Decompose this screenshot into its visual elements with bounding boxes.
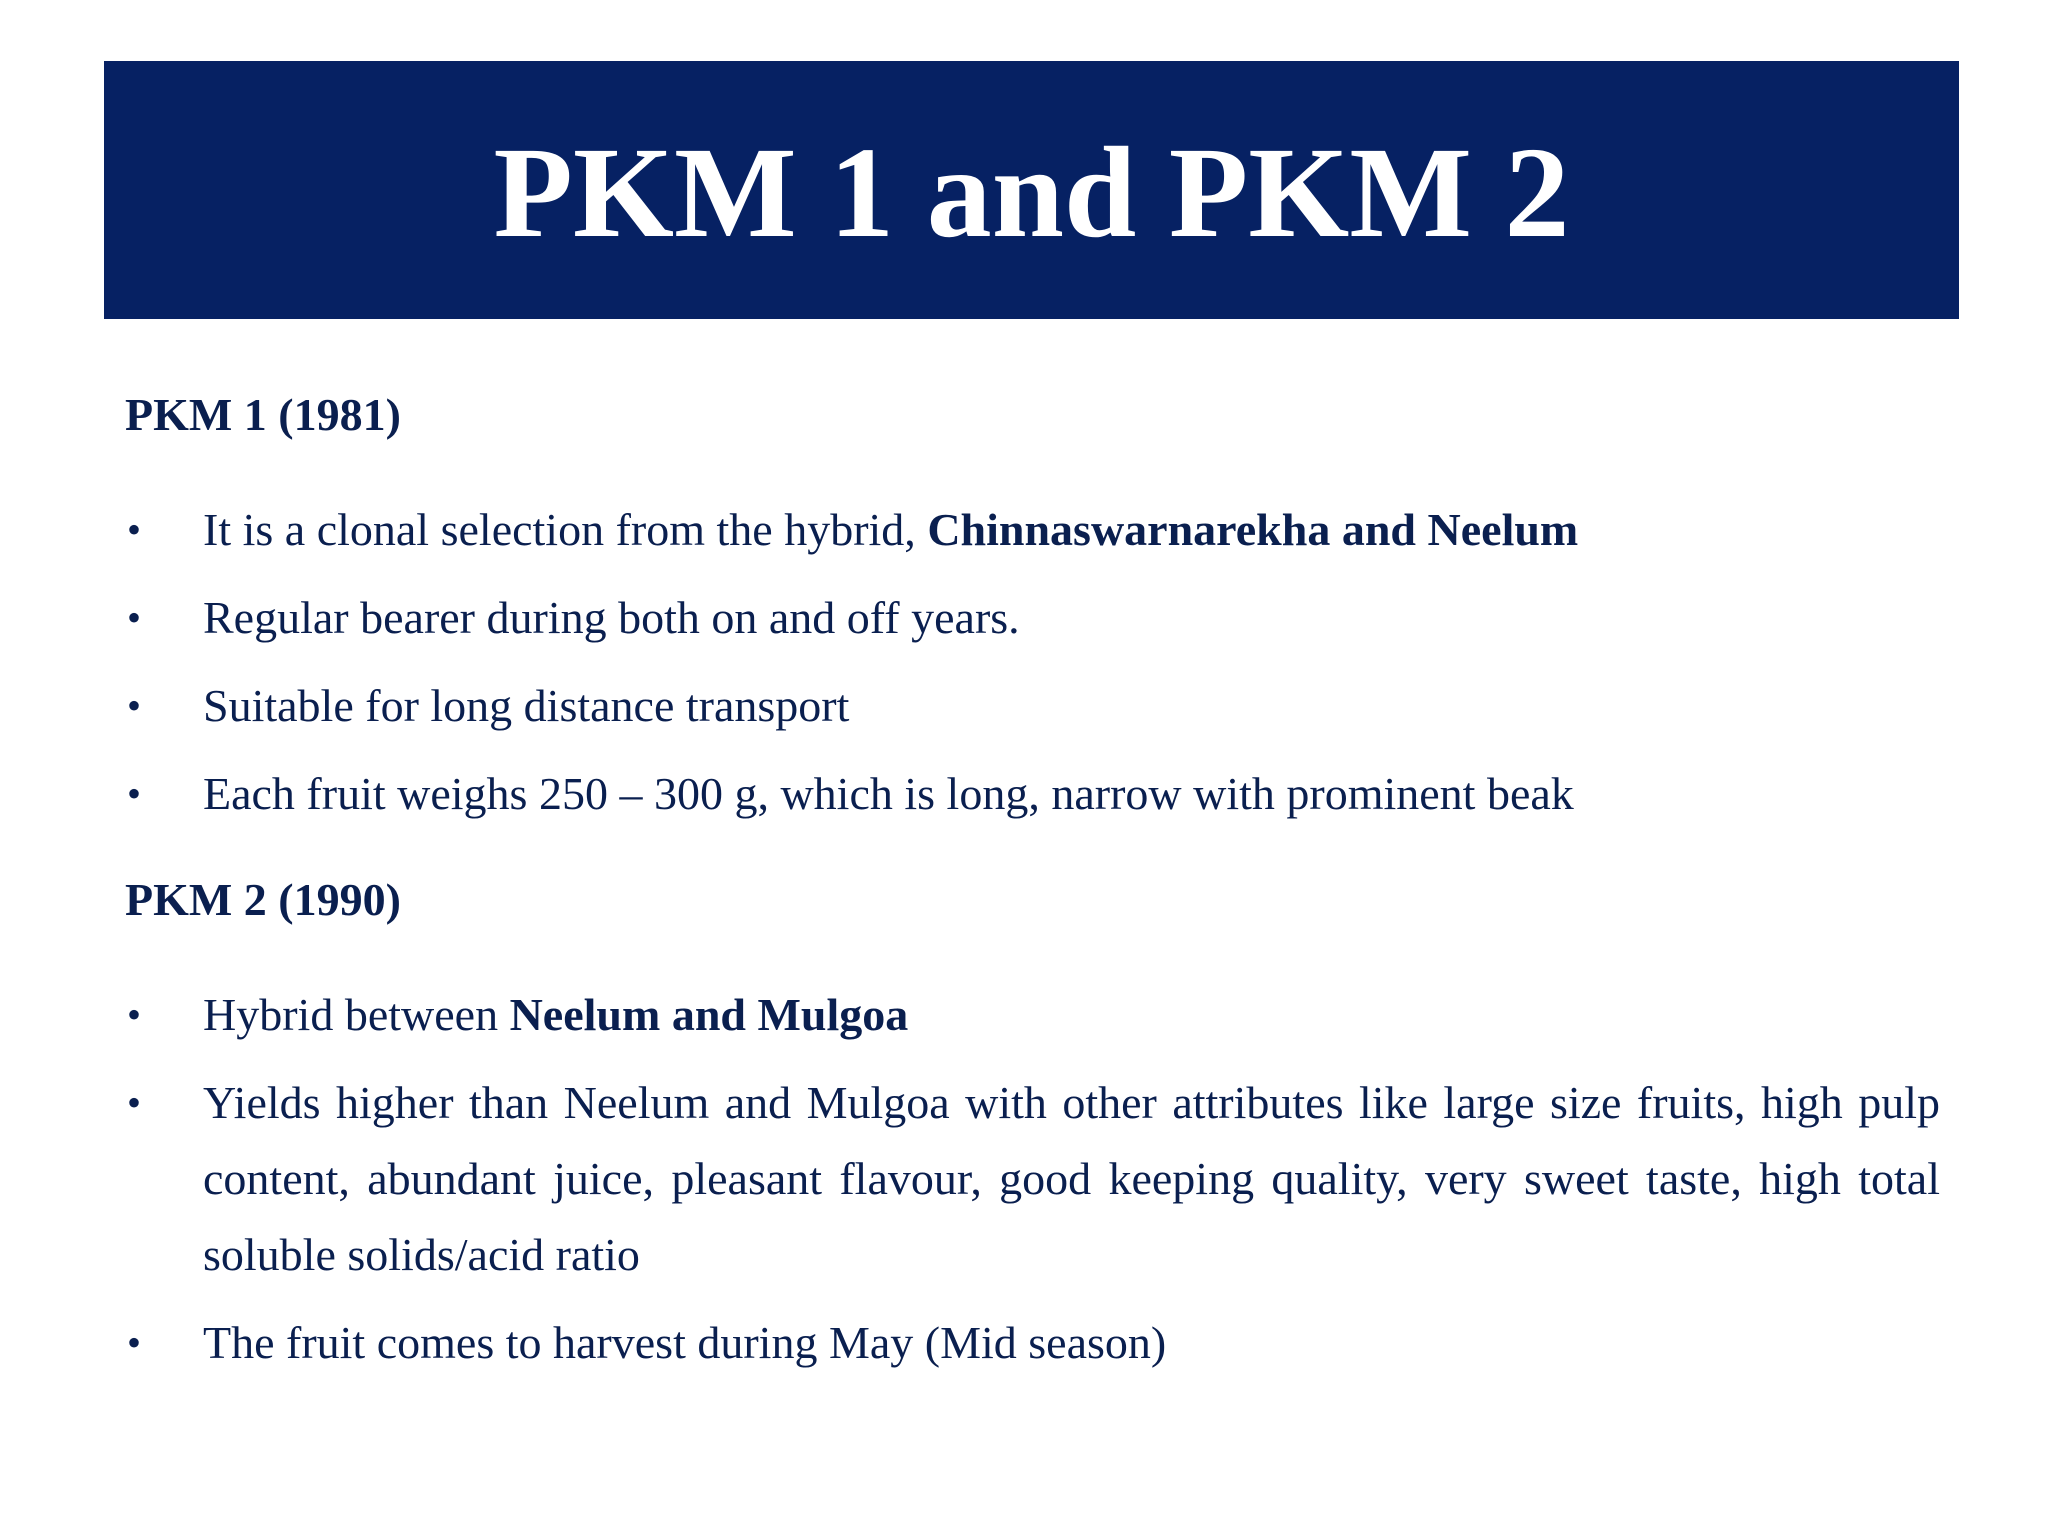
list-item xyxy=(125,977,1940,1053)
list-item xyxy=(125,668,1940,744)
bullet-bold-text: Chinnaswarnarekha and Neelum xyxy=(927,504,1579,556)
list-item xyxy=(125,1065,1940,1293)
bullet-list-pkm2 xyxy=(125,977,1940,1381)
bullet-dot-icon: • xyxy=(127,1320,142,1366)
bullet-bold-text: Neelum and Mulgoa xyxy=(509,989,909,1041)
bullet-text: Suitable for long distance transport xyxy=(203,680,850,732)
bullet-text: It is a clonal selection from the hybrid, xyxy=(203,504,928,556)
bullet-dot-icon: • xyxy=(127,595,142,641)
page-title: PKM 1 and PKM 2 xyxy=(493,121,1570,265)
section-heading-pkm2: PKM 2 (1990) xyxy=(125,874,401,926)
title-banner xyxy=(104,61,1959,319)
section-heading-pkm1: PKM 1 (1981) xyxy=(125,389,401,440)
bullet-dot-icon: • xyxy=(127,507,142,553)
bullet-text: Hybrid between xyxy=(203,989,510,1041)
bullet-text: Regular bearer during both on and off years. xyxy=(203,592,1020,644)
bullet-list-pkm1 xyxy=(125,492,1940,832)
list-item xyxy=(125,756,1940,832)
list-item xyxy=(125,492,1940,568)
bullet-dot-icon: • xyxy=(127,992,142,1038)
list-item xyxy=(125,1305,1940,1381)
bullet-dot-icon: • xyxy=(127,1080,142,1126)
bullet-dot-icon: • xyxy=(127,771,142,817)
list-item xyxy=(125,580,1940,656)
bullet-text: Each fruit weighs 250 – 300 g, which is long, narrow with prominent beak xyxy=(203,768,1574,820)
bullet-text: The fruit comes to harvest during May (Mid season) xyxy=(203,1317,1167,1369)
bullet-text: Yields higher than Neelum and Mulgoa with other attributes like large size fruits, high pulp content, abundant juice, pleasant flavour, good keeping quality, very sweet taste, high total soluble solids/acid ratio xyxy=(203,1077,1940,1281)
bullet-dot-icon: • xyxy=(127,683,142,729)
slide-content xyxy=(125,375,1940,1393)
